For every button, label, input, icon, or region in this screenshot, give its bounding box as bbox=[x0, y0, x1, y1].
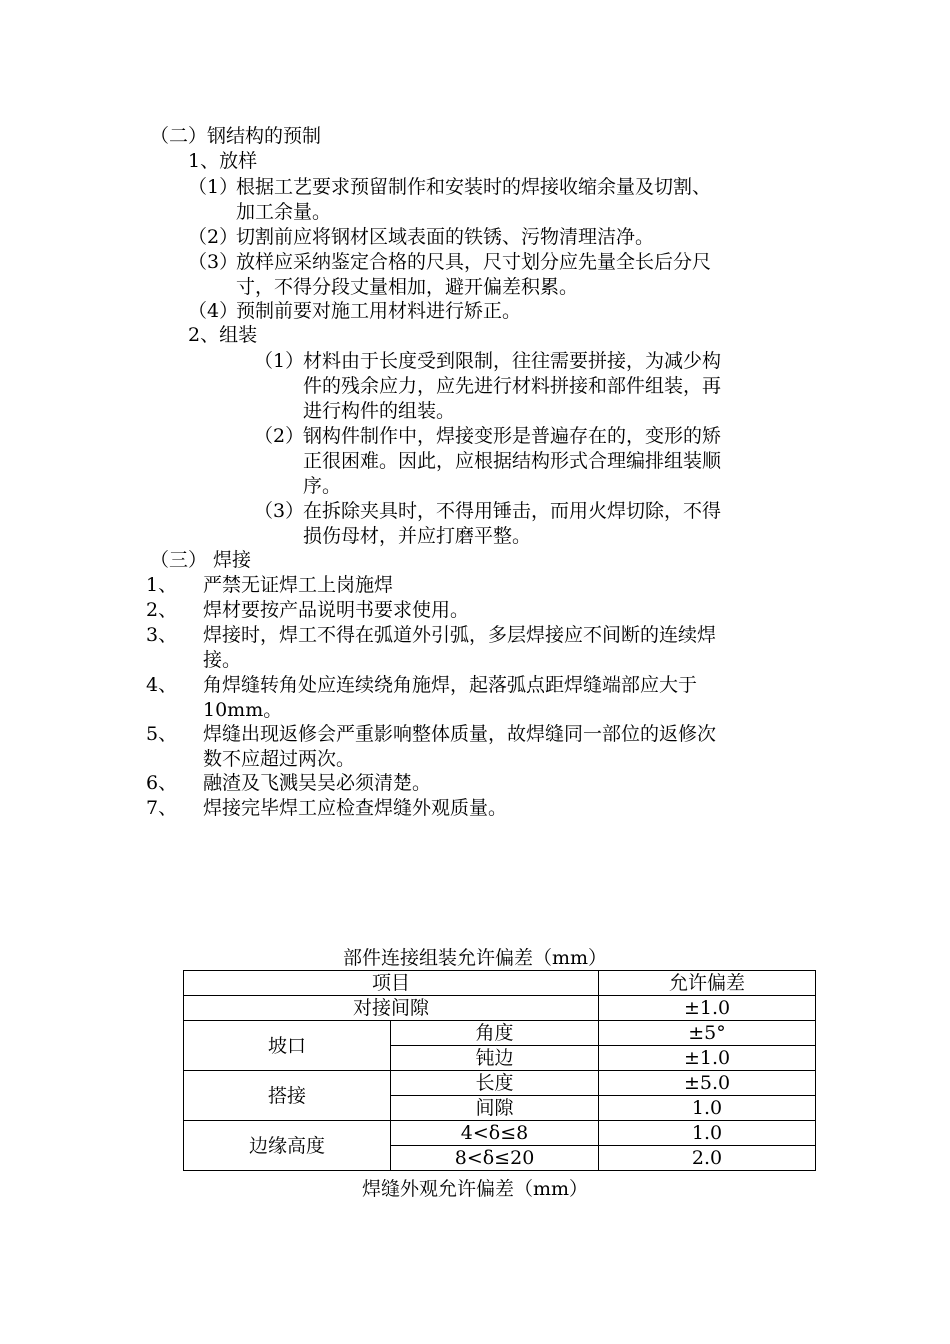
list-item-text: 焊缝出现返修会严重影响整体质量，故焊缝同一部位的返修次 bbox=[203, 723, 717, 745]
row-value-cell: ±1.0 bbox=[599, 1046, 816, 1071]
list-item-text: 融渣及飞溅吴吴必须清楚。 bbox=[203, 772, 432, 794]
list-item-text: 根据工艺要求预留制作和安装时的焊接收缩余量及切割、 bbox=[236, 176, 712, 198]
header-tolerance: 允许偏差 bbox=[599, 971, 816, 996]
list-item-text: 加工余量。 bbox=[236, 201, 332, 223]
list-item-text: 焊接时，焊工不得在弧道外引弧，多层焊接应不间断的连续焊 bbox=[203, 624, 717, 646]
table-caption: 部件连接组装允许偏差（mm） bbox=[342, 947, 608, 969]
list-item-text: 损伤母材，并应打磨平整。 bbox=[303, 525, 532, 547]
list-item-number: （2） bbox=[254, 425, 305, 447]
row-value-cell: ±5° bbox=[599, 1021, 816, 1046]
table-row bbox=[184, 1021, 816, 1046]
header-item: 项目 bbox=[184, 971, 599, 996]
subsection-heading: 2、组装 bbox=[188, 324, 258, 346]
list-item-number: 2、 bbox=[146, 599, 178, 621]
list-item-text: 10mm。 bbox=[203, 699, 283, 721]
list-item-number: （4） bbox=[188, 300, 239, 322]
list-item-text: 切割前应将钢材区域表面的铁锈、污物清理洁净。 bbox=[236, 226, 655, 248]
list-item-text: 件的残余应力，应先进行材料拼接和部件组装，再 bbox=[303, 375, 722, 397]
list-item-text: 数不应超过两次。 bbox=[203, 748, 356, 770]
tolerance-table bbox=[183, 970, 816, 1171]
table-row bbox=[184, 1121, 816, 1146]
row-group-cell: 边缘高度 bbox=[184, 1121, 391, 1171]
list-item-text: 寸，不得分段丈量相加，避开偏差积累。 bbox=[236, 276, 579, 298]
list-item-text: 序。 bbox=[303, 475, 342, 497]
row-value-cell: 2.0 bbox=[599, 1146, 816, 1171]
list-item-number: 1、 bbox=[146, 574, 178, 596]
list-item-text: 放样应采纳鉴定合格的尺具，尺寸划分应先量全长后分尺 bbox=[236, 251, 712, 273]
section-heading: （二）钢结构的预制 bbox=[150, 125, 322, 147]
list-item-text: 正很困难。因此，应根据结构形式合理编排组装顺 bbox=[303, 450, 722, 472]
row-value-cell: 1.0 bbox=[599, 1121, 816, 1146]
list-item-number: 6、 bbox=[146, 772, 178, 794]
section-heading: （三） 焊接 bbox=[150, 549, 252, 571]
row-sub-cell: 角度 bbox=[391, 1021, 599, 1046]
table-header-row bbox=[184, 971, 816, 996]
list-item-text: 进行构件的组装。 bbox=[303, 400, 456, 422]
row-sub-cell: 4<δ≤8 bbox=[391, 1121, 599, 1146]
list-item-text: 角焊缝转角处应连续绕角施焊，起落弧点距焊缝端部应大于 bbox=[203, 674, 698, 696]
row-group-cell: 坡口 bbox=[184, 1021, 391, 1071]
list-item-number: （2） bbox=[188, 226, 239, 248]
row-value-cell: ±5.0 bbox=[599, 1071, 816, 1096]
list-item-number: （1） bbox=[254, 350, 305, 372]
row-sub-cell: 钝边 bbox=[391, 1046, 599, 1071]
list-item-number: 4、 bbox=[146, 674, 178, 696]
table-row bbox=[184, 996, 816, 1021]
list-item-number: （3） bbox=[188, 251, 239, 273]
list-item-text: 钢构件制作中，焊接变形是普遍存在的，变形的矫 bbox=[303, 425, 722, 447]
table-caption: 焊缝外观允许偏差（mm） bbox=[361, 1178, 589, 1200]
list-item-text: 材料由于长度受到限制，往往需要拼接，为减少构 bbox=[303, 350, 722, 372]
list-item-number: （3） bbox=[254, 500, 305, 522]
list-item-text: 焊材要按产品说明书要求使用。 bbox=[203, 599, 470, 621]
list-item-number: 5、 bbox=[146, 723, 178, 745]
list-item-text: 预制前要对施工用材料进行矫正。 bbox=[236, 300, 522, 322]
table-row bbox=[184, 1071, 816, 1096]
row-group-cell: 对接间隙 bbox=[184, 996, 599, 1021]
list-item-text: 焊接完毕焊工应检查焊缝外观质量。 bbox=[203, 797, 508, 819]
subsection-heading: 1、放样 bbox=[188, 150, 258, 172]
row-value-cell: ±1.0 bbox=[599, 996, 816, 1021]
row-sub-cell: 间隙 bbox=[391, 1096, 599, 1121]
list-item-text: 严禁无证焊工上岗施焊 bbox=[203, 574, 394, 596]
list-item-text: 在拆除夹具时，不得用锤击，而用火焊切除，不得 bbox=[303, 500, 722, 522]
list-item-text: 接。 bbox=[203, 649, 242, 671]
row-sub-cell: 长度 bbox=[391, 1071, 599, 1096]
row-value-cell: 1.0 bbox=[599, 1096, 816, 1121]
list-item-number: 3、 bbox=[146, 624, 178, 646]
row-group-cell: 搭接 bbox=[184, 1071, 391, 1121]
list-item-number: （1） bbox=[188, 176, 239, 198]
list-item-number: 7、 bbox=[146, 797, 178, 819]
row-sub-cell: 8<δ≤20 bbox=[391, 1146, 599, 1171]
